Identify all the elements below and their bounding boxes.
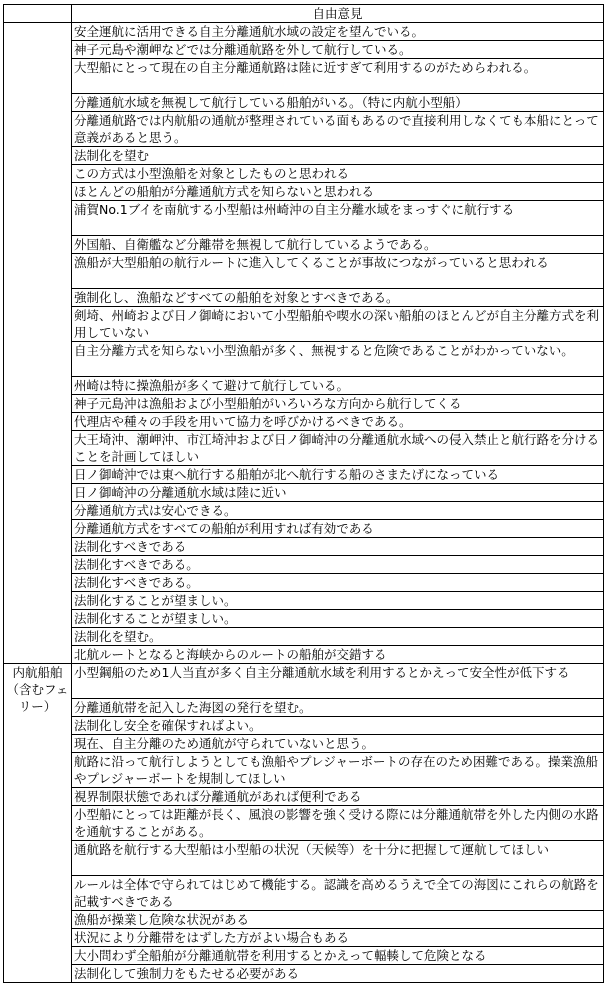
table-row — [4, 147, 604, 165]
header-category-cell — [4, 5, 72, 23]
opinion-cell: 分離通航方式は安心できる。 — [72, 502, 604, 520]
table-row — [4, 377, 604, 395]
opinion-cell: 大型船にとって現在の自主分離通航路は陸に近すぎて利用するのがためらわれる。 — [72, 59, 604, 94]
opinion-cell: 浦賀No.1ブイを南航する小型船は州崎沖の自主分離水域をまっすぐに航行する — [72, 201, 604, 236]
opinion-cell: 分離通航方式をすべての船舶が利用すれば有効である — [72, 520, 604, 538]
opinion-cell: 大王埼沖、潮岬沖、市江埼沖および日ノ御崎沖の分離通航水域への侵入禁止と航行路を分けることを計画してほしい — [72, 431, 604, 466]
table-row — [4, 646, 604, 664]
opinion-cell: 大小問わず全船舶が分離通航帯を利用するとかえって輻輳して危険となる — [72, 947, 604, 965]
table-row — [4, 574, 604, 592]
opinion-cell: 北航ルートとなると海峡からのルートの船舶が交錯する — [72, 646, 604, 664]
category-cell — [4, 23, 72, 664]
table-row — [4, 395, 604, 413]
opinion-cell: 法制化することが望ましい。 — [72, 610, 604, 628]
category-cell: 内航船舶（含むフェリー） — [4, 664, 72, 983]
table-row — [4, 431, 604, 466]
table-row — [4, 484, 604, 502]
table-body — [4, 23, 604, 983]
table-row — [4, 254, 604, 289]
table-row — [4, 876, 604, 911]
table-row — [4, 23, 604, 41]
table-row — [4, 806, 604, 841]
table-row — [4, 717, 604, 735]
table-row — [4, 947, 604, 965]
opinion-cell: 分離通航帯を記入した海図の発行を望む。 — [72, 699, 604, 717]
opinion-cell: 法制化を望む。 — [72, 628, 604, 646]
table-row — [4, 592, 604, 610]
opinion-cell: 強制化し、漁船などすべての船舶を対象とすべきである。 — [72, 289, 604, 307]
opinion-cell: 状況により分離帯をはずした方がよい場合もある — [72, 929, 604, 947]
table-row — [4, 502, 604, 520]
table-row — [4, 236, 604, 254]
table-row — [4, 965, 604, 983]
opinion-cell: 外国船、自衛艦など分離帯を無視して航行しているようである。 — [72, 236, 604, 254]
opinion-cell: 法制化すべきである。 — [72, 574, 604, 592]
table-row — [4, 538, 604, 556]
opinion-cell: 法制化し安全を確保すればよい。 — [72, 717, 604, 735]
opinion-cell: 法制化して強制力をもたせる必要がある — [72, 965, 604, 983]
table-row — [4, 59, 604, 94]
opinion-cell: 小型船にとっては距離が長く、風浪の影響を強く受ける際には分離通航帯を外した内側の水路を通航することがある。 — [72, 806, 604, 841]
opinion-cell: 漁船が操業し危険な状況がある — [72, 911, 604, 929]
opinion-cell: 分離通航路では内航船の通航が整理されている面もあるので直接利用しなくても本船にとって意義があると思う。 — [72, 112, 604, 147]
opinion-cell: ルールは全体で守られてはじめて機能する。認識を高めるうえで全ての海図にこれらの航路を記載すべきである — [72, 876, 604, 911]
opinion-cell: 法制化することが望ましい。 — [72, 592, 604, 610]
table-row — [4, 841, 604, 876]
table-row — [4, 788, 604, 806]
table-row — [4, 41, 604, 59]
opinion-cell: 日ノ御崎沖では東へ航行する船舶が北へ航行する船のさまたげになっている — [72, 466, 604, 484]
table-row — [4, 929, 604, 947]
table-row — [4, 753, 604, 788]
table-row — [4, 112, 604, 147]
opinion-cell: 日ノ御崎沖の分離通航水域は陸に近い — [72, 484, 604, 502]
table-row — [4, 735, 604, 753]
opinion-cell: 神子元島や潮岬などでは分離通航路を外して航行している。 — [72, 41, 604, 59]
opinion-cell: 州崎は特に操漁船が多くて避けて航行している。 — [72, 377, 604, 395]
opinion-cell: 航路に沿って航行しようとしても漁船やプレジャーボートの存在のため困難である。操業漁船やプレジャーボートを規制してほしい — [72, 753, 604, 788]
table-row — [4, 413, 604, 431]
table-row — [4, 342, 604, 377]
opinion-cell: 自主分離方式を知らない小型漁船が多く、無視すると危険であることがわかっていない。 — [72, 342, 604, 377]
opinion-cell: 代理店や種々の手段を用いて協力を呼びかけるべきである。 — [72, 413, 604, 431]
opinion-table — [3, 4, 604, 983]
opinion-cell: この方式は小型漁船を対象としたものと思われる — [72, 165, 604, 183]
opinion-cell: 分離通航水域を無視して航行している船舶がいる。（特に内航小型船） — [72, 94, 604, 112]
header-row — [4, 5, 604, 23]
opinion-cell: 安全運航に活用できる自主分離通航水域の設定を望んでいる。 — [72, 23, 604, 41]
opinion-cell: 神子元島沖は漁船および小型船舶がいろいろな方向から航行してくる — [72, 395, 604, 413]
table-row — [4, 289, 604, 307]
table-row — [4, 466, 604, 484]
table-row — [4, 610, 604, 628]
opinion-cell: 視界制限状態であれば分離通航があれば便利である — [72, 788, 604, 806]
table-row — [4, 699, 604, 717]
table-row — [4, 628, 604, 646]
table-row — [4, 94, 604, 112]
table-row — [4, 664, 604, 699]
table-row — [4, 307, 604, 342]
opinion-cell: 法制化を望む — [72, 147, 604, 165]
table-row — [4, 520, 604, 538]
opinion-cell: 小型鋼船のため1人当直が多く自主分離通航水域を利用するとかえって安全性が低下する — [72, 664, 604, 699]
opinion-cell: 法制化すべきである — [72, 538, 604, 556]
table-row — [4, 201, 604, 236]
opinion-cell: 剣埼、州崎および日ノ御崎において小型船舶や喫水の深い船舶のほとんどが自主分離方式を利用していない — [72, 307, 604, 342]
header-opinion-cell: 自由意見 — [72, 5, 604, 23]
table-row — [4, 556, 604, 574]
opinion-cell: 法制化すべきである。 — [72, 556, 604, 574]
table-row — [4, 911, 604, 929]
opinion-cell: 現在、自主分離のため通航が守られていないと思う。 — [72, 735, 604, 753]
table-row — [4, 183, 604, 201]
opinion-cell: 通航路を航行する大型船は小型船の状況（天候等）を十分に把握して運航してほしい — [72, 841, 604, 876]
table-row — [4, 165, 604, 183]
opinion-cell: ほとんどの船舶が分離通航方式を知らないと思われる — [72, 183, 604, 201]
opinion-cell: 漁船が大型船舶の航行ルートに進入してくることが事故につながっていると思われる — [72, 254, 604, 289]
